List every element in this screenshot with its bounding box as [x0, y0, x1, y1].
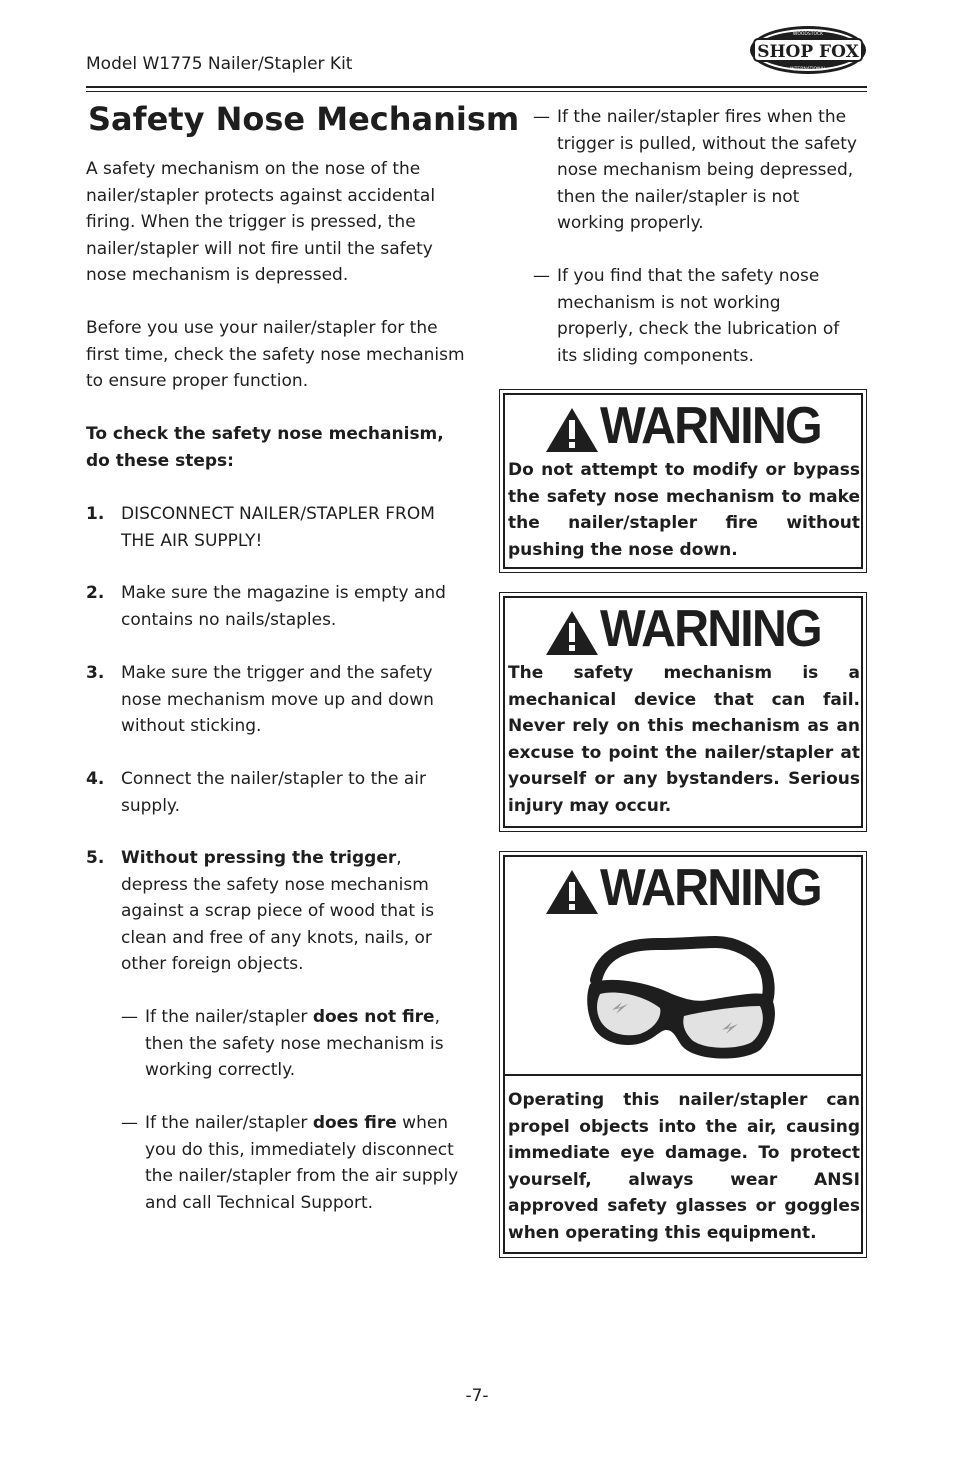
substep-1-post: , then the safety nose mechanism is working correctly.: [145, 1007, 444, 1080]
step-2-number: 2.: [86, 583, 105, 603]
step-2-text: Make sure the magazine is empty and contains no nails/staples.: [121, 583, 446, 630]
steps-heading: To check the safety nose mechanism, do these steps:: [86, 424, 444, 471]
warning-triangle-icon: [544, 406, 600, 454]
substep-2-pre: If the nailer/stapler: [145, 1113, 313, 1133]
page-title: Safety Nose Mechanism: [88, 100, 520, 138]
warning-3-divider: [505, 1074, 861, 1076]
step-3-text: Make sure the trigger and the safety nose mechanism move up and down without sticking.: [121, 663, 434, 736]
step-5-bold: Without pressing the trigger: [121, 848, 397, 868]
right-substep-1-dash: —: [533, 107, 550, 127]
warning-triangle-icon: [544, 868, 600, 916]
intro-paragraph-1: A safety mechanism on the nose of the nailer/stapler protects against accidental firing. When the trigger is pressed, the nailer/stapler will not fire until the safety nose mechanism is depressed.: [86, 159, 436, 285]
warning-box-2: [499, 592, 867, 832]
warning-1-text: Do not attempt to modify or bypass the safety nose mechanism to make the nailer/stapler fire without pushing the nose down.: [508, 460, 860, 560]
step-4-number: 4.: [86, 769, 105, 789]
right-substep-2-dash: —: [533, 266, 550, 286]
warning-3-header: [544, 859, 844, 917]
step-1-number: 1.: [86, 504, 105, 524]
substep-1-bold: does not fire: [312, 1007, 435, 1027]
warning-3-text: Operating this nailer/stapler can propel objects into the air, causing immediate eye damage. To protect yourself, always wear ANSI approved safety glasses or goggles when operating this equipment.: [508, 1090, 860, 1243]
header-model: Model W1775 Nailer/Stapler Kit: [86, 54, 353, 74]
intro-paragraph-2: Before you use your nailer/stapler for the first time, check the safety nose mechanism to ensure proper function.: [86, 318, 465, 391]
shop-fox-logo: [748, 24, 868, 76]
warning-2-text: The safety mechanism is a mechanical device that can fail. Never rely on this mechanism as an excuse to point the nailer/stapler at yourself or any bystanders. Serious injury may occur.: [508, 663, 860, 816]
right-substep-2-text: If you find that the safety nose mechanism is not working properly, check the lubrication of its sliding components.: [557, 266, 840, 366]
logo-bottom-text: INTERNATIONAL: [789, 67, 827, 72]
warning-box-1: [499, 389, 867, 573]
warning-1-header: [544, 397, 844, 455]
warning-1-label: WARNING: [600, 397, 821, 455]
step-3-number: 3.: [86, 663, 105, 683]
substep-2-dash: —: [121, 1113, 138, 1133]
right-substep-1-text: If the nailer/stapler fires when the trigger is pulled, without the safety nose mechanism being depressed, then the nailer/stapler is not working properly.: [557, 107, 857, 233]
step-1-text: DISCONNECT NAILER/STAPLER FROM THE AIR SUPPLY!: [121, 504, 435, 551]
header-rule: [86, 86, 867, 88]
logo-top-text: WOODSTOCK: [792, 32, 824, 37]
substep-2-bold: does fire: [312, 1113, 397, 1133]
logo-icon: [748, 24, 868, 76]
warning-2-label: WARNING: [600, 600, 821, 658]
logo-text: SHOP FOX: [757, 42, 859, 62]
warning-3-label: WARNING: [600, 859, 821, 917]
step-5-number: 5.: [86, 848, 105, 868]
substep-1-text: [145, 1004, 465, 1084]
substep-1-pre: If the nailer/stapler: [145, 1007, 313, 1027]
page-number: -7-: [465, 1386, 489, 1406]
header-rule-thin: [86, 91, 867, 92]
warning-box-3: [499, 851, 867, 1258]
substep-1-dash: —: [121, 1007, 138, 1027]
step-5-text: [121, 845, 466, 978]
safety-glasses-icon: [584, 936, 784, 1062]
step-4-text: Connect the nailer/stapler to the air supply.: [121, 769, 427, 816]
substep-2-post: when you do this, immediately disconnect the nailer/stapler from the air supply and call Technical Support.: [145, 1113, 459, 1213]
warning-2-header: [544, 600, 844, 658]
warning-triangle-icon: [544, 609, 600, 657]
step-5-rest: , depress the safety nose mechanism against a scrap piece of wood that is clean and free of any knots, nails, or other foreign objects.: [121, 848, 435, 974]
substep-2-text: [145, 1110, 465, 1216]
